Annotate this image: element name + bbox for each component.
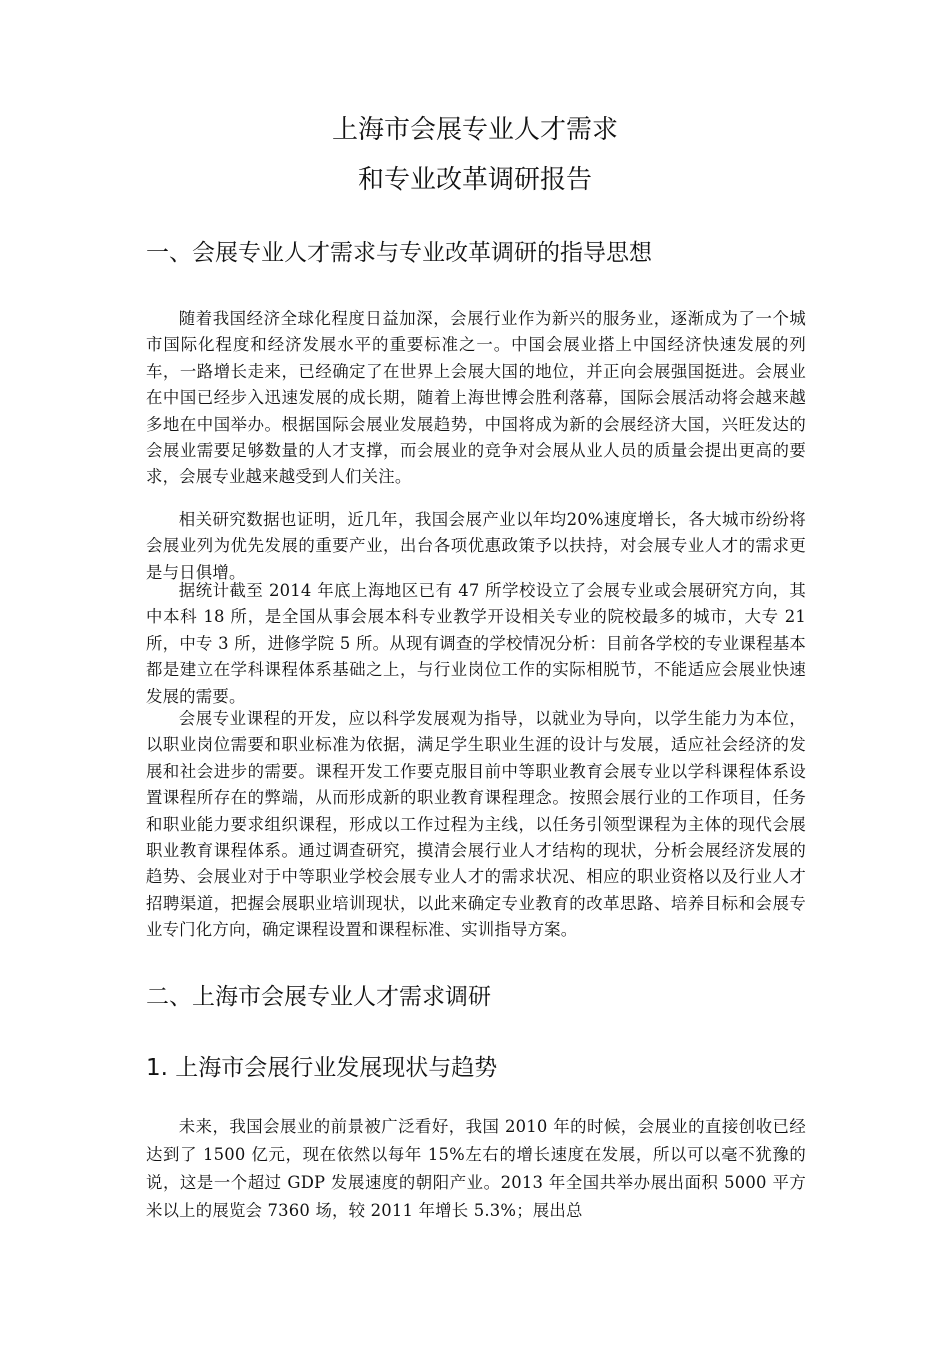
- document-title-line-1: 上海市会展专业人才需求: [331, 115, 618, 145]
- subsection-1-paragraph: 未来，我国会展业的前景被广泛看好，我国 2010 年的时候，会展业的直接创收已经达到了 1500 亿元，现在依然以每年 15%左右的增长速度在发展，所以可以毫不犹豫的说，这是一个超过 GDP 发展速度的朝阳产业。2013 年全国共举办展出面积 5000 平方米以上的展览会 7360 场，较 2011 年增长 5.3%；展出总: [146, 1117, 806, 1220]
- section-1-paragraph-2: 相关研究数据也证明，近几年，我国会展产业以年均20%速度增长，各大城市纷纷将会展业列为优先发展的重要产业，出台各项优惠政策予以扶持，对会展专业人才的需求更是与日俱增。: [146, 510, 806, 582]
- section-1-paragraph-4: 会展专业课程的开发，应以科学发展观为指导，以就业为导向，以学生能力为本位，以职业岗位需要和职业标准为依据，满足学生职业生涯的设计与发展，适应社会经济的发展和社会进步的需要。课程开发工作要克服目前中等职业教育会展专业以学科课程体系设置课程所存在的弊端，从而形成新的职业教育课程理念。按照会展行业的工作项目，任务和职业能力要求组织课程，形成以工作过程为主线，以任务引领型课程为主体的现代会展职业教育课程体系。通过调查研究，摸清会展行业人才结构的现状，分析会展经济发展的趋势、会展业对于中等职业学校会展专业人才的需求状况、相应的职业资格以及行业人才招聘渠道，把握会展职业培训现状，以此来确定专业教育的改革思路、培养目标和会展专业专门化方向，确定课程设置和课程标准、实训指导方案。: [146, 709, 806, 940]
- section-1-paragraph-3: 据统计截至 2014 年底上海地区已有 47 所学校设立了会展专业或会展研究方向，其中本科 18 所，是全国从事会展本科专业教学开设相关专业的院校最多的城市，大专 21 所，中专 3 所，进修学院 5 所。从现有调查的学校情况分析：目前各学校的专业课程基本都是建立在学科课程体系基础之上，与行业岗位工作的实际相脱节，不能适应会展业快速发展的需要。: [146, 581, 806, 706]
- subsection-1-heading: 1. 上海市会展行业发展现状与趋势: [146, 1055, 498, 1081]
- section-1-paragraph-1: 随着我国经济全球化程度日益加深，会展行业作为新兴的服务业，逐渐成为了一个城市国际化程度和经济发展水平的重要标准之一。中国会展业搭上中国经济快速发展的列车，一路增长走来，已经确定了在世界上会展大国的地位，并正向会展强国挺进。会展业在中国已经步入迅速发展的成长期，随着上海世博会胜利落幕，国际会展活动将会越来越多地在中国举办。根据国际会展业发展趋势，中国将成为新的会展经济大国，兴旺发达的会展业需要足够数量的人才支撑，而会展业的竞争对会展从业人员的质量会提出更高的要求，会展专业越来越受到人们关注。: [146, 309, 806, 487]
- document-title-line-2: 和专业改革调研报告: [357, 165, 592, 195]
- section-1-heading: 一、会展专业人才需求与专业改革调研的指导思想: [146, 240, 652, 266]
- section-2-heading: 二、上海市会展专业人才需求调研: [146, 984, 491, 1010]
